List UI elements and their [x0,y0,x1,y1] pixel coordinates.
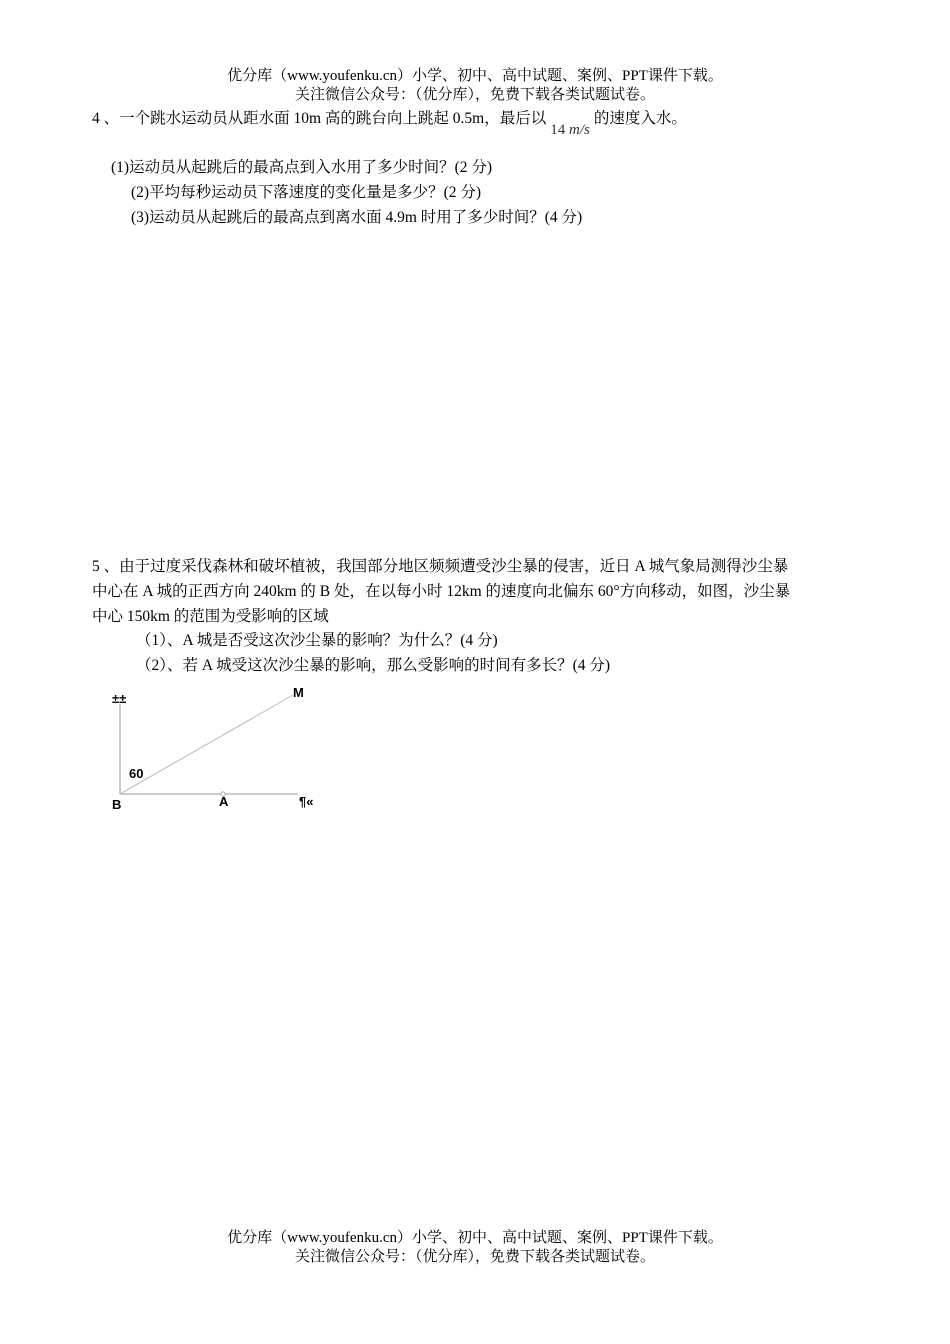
speed-number: 14 [550,122,566,138]
question-4-sub-1: (1)运动员从起跳后的最高点到入水用了多少时间？(2 分) [111,159,493,176]
question-5-sub-2: （2）、若 A 城受这次沙尘暴的影响，那么受影响的时间有多长？(4 分) [136,657,611,674]
east-label: ¶« [299,794,314,809]
angle-label: 60 [129,766,144,781]
sandstorm-diagram [100,680,340,820]
movement-direction-line [120,695,293,794]
question-5-line-3: 中心 150km 的范围为受影响的区域 [92,608,329,625]
question-5-sub-1: （1）、A 城是否受这次沙尘暴的影响？为什么？(4 分) [136,632,498,649]
point-a-label: A [219,794,229,809]
page-footer-line-1: 优分库（www.youfenku.cn）小学、初中、高中试题、案例、PPT课件下载。 [227,1230,723,1246]
speed-formula [550,122,590,138]
point-b-label: B [112,797,122,812]
speed-unit: m/s [569,122,590,138]
question-4-stem-after: 的速度入水。 [593,110,687,127]
question-5-line-1: 5 、由于过度采伐森林和破坏植被，我国部分地区频频遭受沙尘暴的侵害，近日 A 城气象局测得沙尘暴 [92,558,789,575]
question-4-stem [92,109,687,138]
question-4-stem-before: 4 、一个跳水运动员从距水面 10m 高的跳台向上跳起 0.5m，最后以 [92,110,547,127]
page-header-line-1: 优分库（www.youfenku.cn）小学、初中、高中试题、案例、PPT课件下载。 [227,68,723,84]
north-label: ±± [112,691,127,706]
question-4-sub-3: (3)运动员从起跳后的最高点到离水面 4.9m 时用了多少时间？(4 分) [131,209,583,226]
point-m-label: M [293,685,304,700]
question-4-sub-2: (2)平均每秒运动员下落速度的变化量是多少？(2 分) [131,184,482,201]
page-header-line-2: 关注微信公众号：（优分库），免费下载各类试题试卷。 [294,87,655,103]
page-footer-line-2: 关注微信公众号：（优分库），免费下载各类试题试卷。 [294,1249,655,1265]
question-5-line-2: 中心在 A 城的正西方向 240km 的 B 处，在以每小时 12km 的速度向北偏东 60°方向移动，如图，沙尘暴 [92,583,791,600]
